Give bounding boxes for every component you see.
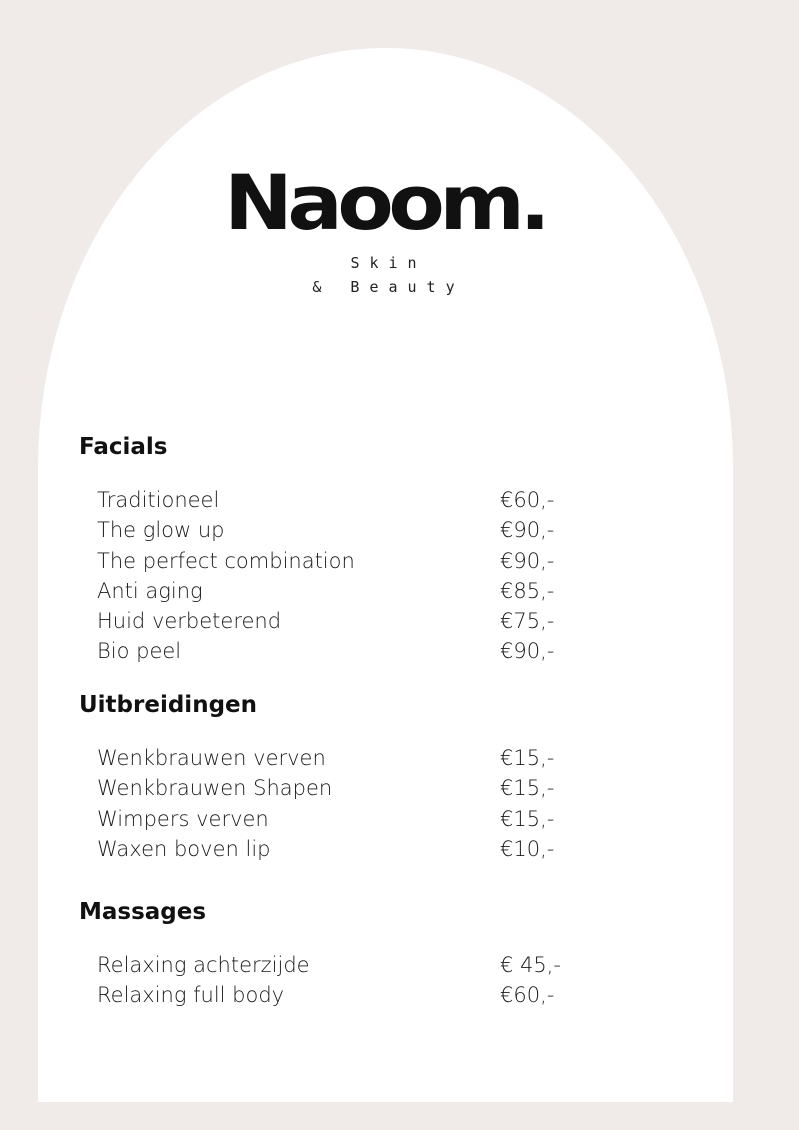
price-row [79, 606, 599, 636]
price-row [79, 546, 599, 576]
price-row [79, 576, 599, 606]
section-facials [79, 433, 599, 667]
treatment-price: €60,- [500, 488, 555, 512]
treatment-name: Wimpers verven [97, 806, 269, 831]
brand-tagline-line1: Skin [350, 254, 427, 272]
section-title: Uitbreidingen [79, 692, 258, 718]
treatment-price: €90,- [500, 548, 555, 573]
section-title: Massages [79, 899, 207, 925]
price-row [79, 743, 599, 773]
price-list [79, 485, 599, 667]
treatment-price: €15,- [500, 746, 555, 770]
price-row [79, 515, 599, 545]
treatment-name: The glow up [97, 518, 225, 543]
section-massages [79, 898, 599, 1011]
treatment-name: Wenkbrauwen verven [97, 746, 326, 770]
brand-tagline-line2: & Beauty [312, 278, 465, 296]
treatment-name: The perfect combination [97, 548, 355, 573]
price-row [79, 485, 599, 515]
treatment-price: €75,- [500, 609, 555, 634]
treatment-name: Traditioneel [97, 488, 220, 512]
treatment-price: €15,- [500, 806, 555, 831]
section-title: Facials [79, 434, 168, 460]
price-list [79, 743, 599, 864]
price-row [79, 980, 599, 1010]
treatment-name: Anti aging [97, 578, 203, 603]
treatment-name: Bio peel [97, 639, 182, 664]
treatment-price: €90,- [500, 639, 555, 664]
treatment-name: Relaxing achterzijde [97, 953, 310, 977]
treatment-price: €90,- [500, 518, 555, 543]
section-uitbreidingen [79, 691, 599, 864]
price-row [79, 804, 599, 834]
treatment-price: €60,- [500, 983, 555, 1008]
price-row [79, 636, 599, 666]
treatment-name: Huid verbeterend [97, 609, 282, 634]
price-row [79, 950, 599, 980]
treatment-name: Waxen boven lip [97, 836, 271, 861]
price-row [79, 834, 599, 864]
treatment-price: €10,- [500, 836, 555, 861]
treatment-price: € 45,- [500, 953, 562, 977]
brand-name: Naoom. [223, 158, 546, 247]
price-row [79, 773, 599, 803]
logo [0, 158, 769, 299]
price-list [79, 950, 599, 1011]
treatment-name: Wenkbrauwen Shapen [97, 776, 333, 801]
treatment-name: Relaxing full body [97, 983, 285, 1008]
treatment-price: €15,- [500, 776, 555, 801]
treatment-price: €85,- [500, 578, 555, 603]
